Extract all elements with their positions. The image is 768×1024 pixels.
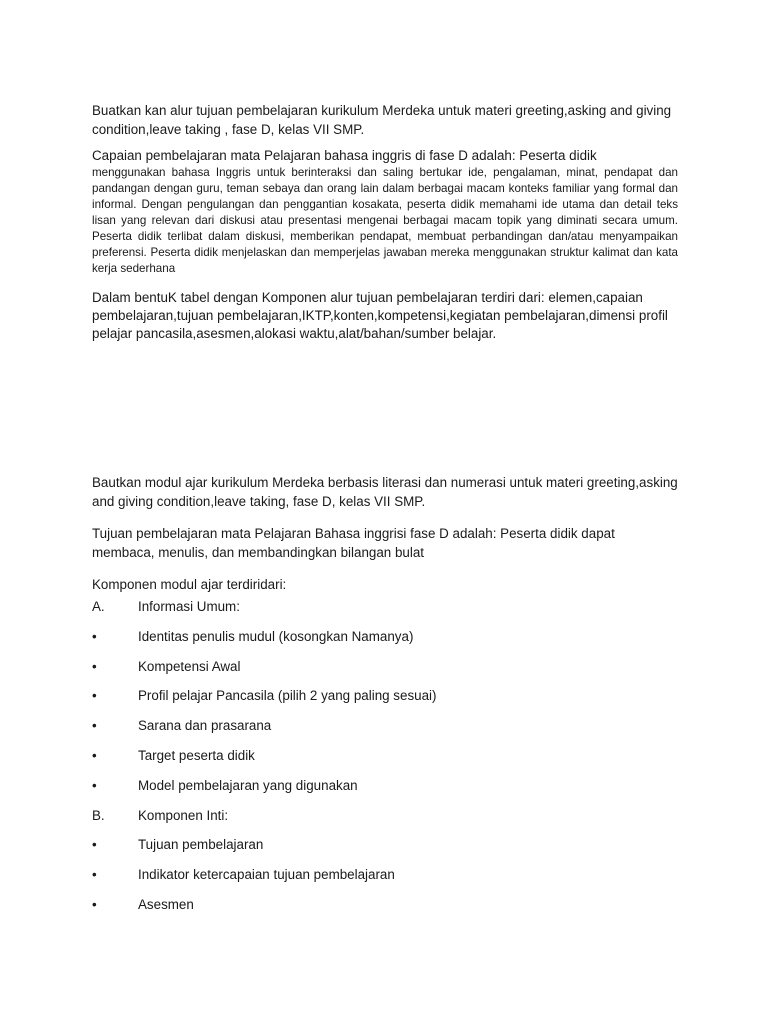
bullet-icon: • bbox=[92, 658, 97, 674]
list-item-text: Profil pelajar Pancasila (pilih 2 yang paling sesuai) bbox=[138, 688, 437, 704]
list-item bbox=[92, 746, 678, 776]
bullet-icon: • bbox=[92, 718, 97, 734]
list-item bbox=[92, 895, 678, 925]
list-item bbox=[92, 597, 678, 627]
list-item bbox=[92, 835, 678, 865]
capaian-paragraph bbox=[92, 147, 678, 277]
bullet-icon: • bbox=[92, 688, 97, 704]
list-item-text: Asesmen bbox=[138, 896, 194, 912]
bullet-icon: • bbox=[92, 867, 97, 883]
list-item-text: Informasi Umum: bbox=[138, 599, 240, 614]
list-marker: B. bbox=[92, 807, 105, 823]
list-item-text: Kompetensi Awal bbox=[138, 658, 241, 674]
modul-request-paragraph: Bautkan modul ajar kurikulum Merdeka berbasis literasi dan numerasi untuk materi greeting,asking and giving condition,leave taking, fase D, kelas VII SMP. bbox=[92, 475, 678, 509]
komponen-list bbox=[92, 597, 678, 925]
intro-paragraph: Buatkan kan alur tujuan pembelajaran kurikulum Merdeka untuk materi greeting,asking and giving condition,leave taking , fase D, kelas VII SMP. bbox=[92, 103, 672, 137]
capaian-heading-line: Capaian pembelajaran mata Pelajaran bahasa inggris di fase D adalah: Peserta didik bbox=[92, 148, 597, 163]
list-item bbox=[92, 627, 678, 657]
list-item-text: Sarana dan prasarana bbox=[138, 718, 272, 734]
list-item-text: Indikator ketercapaian tujuan pembelajaran bbox=[138, 867, 395, 883]
capaian-body-text: menggunakan bahasa Inggris untuk berinteraksi dan saling bertukar ide, pengalaman, minat, pendapat dan pandangan dengan guru, teman sebaya dan orang lain dalam berbagai macam konteks familiar yang formal dan informal. Dengan pengulangan dan penggantian kosakata, peserta didik memahami ide utama dan detail teks lisan yang relevan dari diskusi atau presentasi mengenai berbagai macam topik yang diminati secara umum. Peserta didik terlibat dalam diskusi, memberikan pendapat, membuat perbandingan dan/atau menyampaikan preferensi. Peserta didik menjelaskan dan memperjelas jawaban mereka menggunakan struktur kalimat dan kata kerja sederhana bbox=[92, 166, 678, 275]
bullet-icon: • bbox=[92, 747, 97, 763]
table-instruction-paragraph: Dalam bentuK tabel dengan Komponen alur tujuan pembelajaran terdiri dari: elemen,capaian pembelajaran,tujuan pembelajaran,IKTP,konten,kompetensi,kegiatan pembelajaran,dimensi profil pelajar pancasila,asesmen,alokasi waktu,alat/bahan/sumber belajar. bbox=[92, 290, 668, 341]
list-item bbox=[92, 686, 678, 716]
tujuan-paragraph: Tujuan pembelajaran mata Pelajaran Bahasa inggrisi fase D adalah: Peserta didik dapat membaca, menulis, dan membandingkan bilangan bulat bbox=[92, 526, 615, 560]
list-item bbox=[92, 716, 678, 746]
list-item-text: Target peserta didik bbox=[138, 747, 255, 763]
list-item bbox=[92, 657, 678, 687]
bullet-icon: • bbox=[92, 837, 97, 853]
bullet-icon: • bbox=[92, 628, 97, 644]
bullet-icon: • bbox=[92, 777, 97, 793]
bullet-icon: • bbox=[92, 896, 97, 912]
document-page bbox=[92, 101, 678, 925]
komponen-intro: Komponen modul ajar terdiridari: bbox=[92, 577, 287, 592]
list-item bbox=[92, 776, 678, 806]
blank-space bbox=[92, 343, 678, 473]
list-marker: A. bbox=[92, 599, 105, 614]
list-item bbox=[92, 806, 678, 836]
list-item-text: Identitas penulis mudul (kosongkan Namanya) bbox=[138, 628, 414, 644]
list-item-text: Komponen Inti: bbox=[138, 807, 229, 823]
list-item-text: Model pembelajaran yang digunakan bbox=[138, 777, 358, 793]
list-item bbox=[92, 865, 678, 895]
list-item-text: Tujuan pembelajaran bbox=[138, 837, 264, 853]
